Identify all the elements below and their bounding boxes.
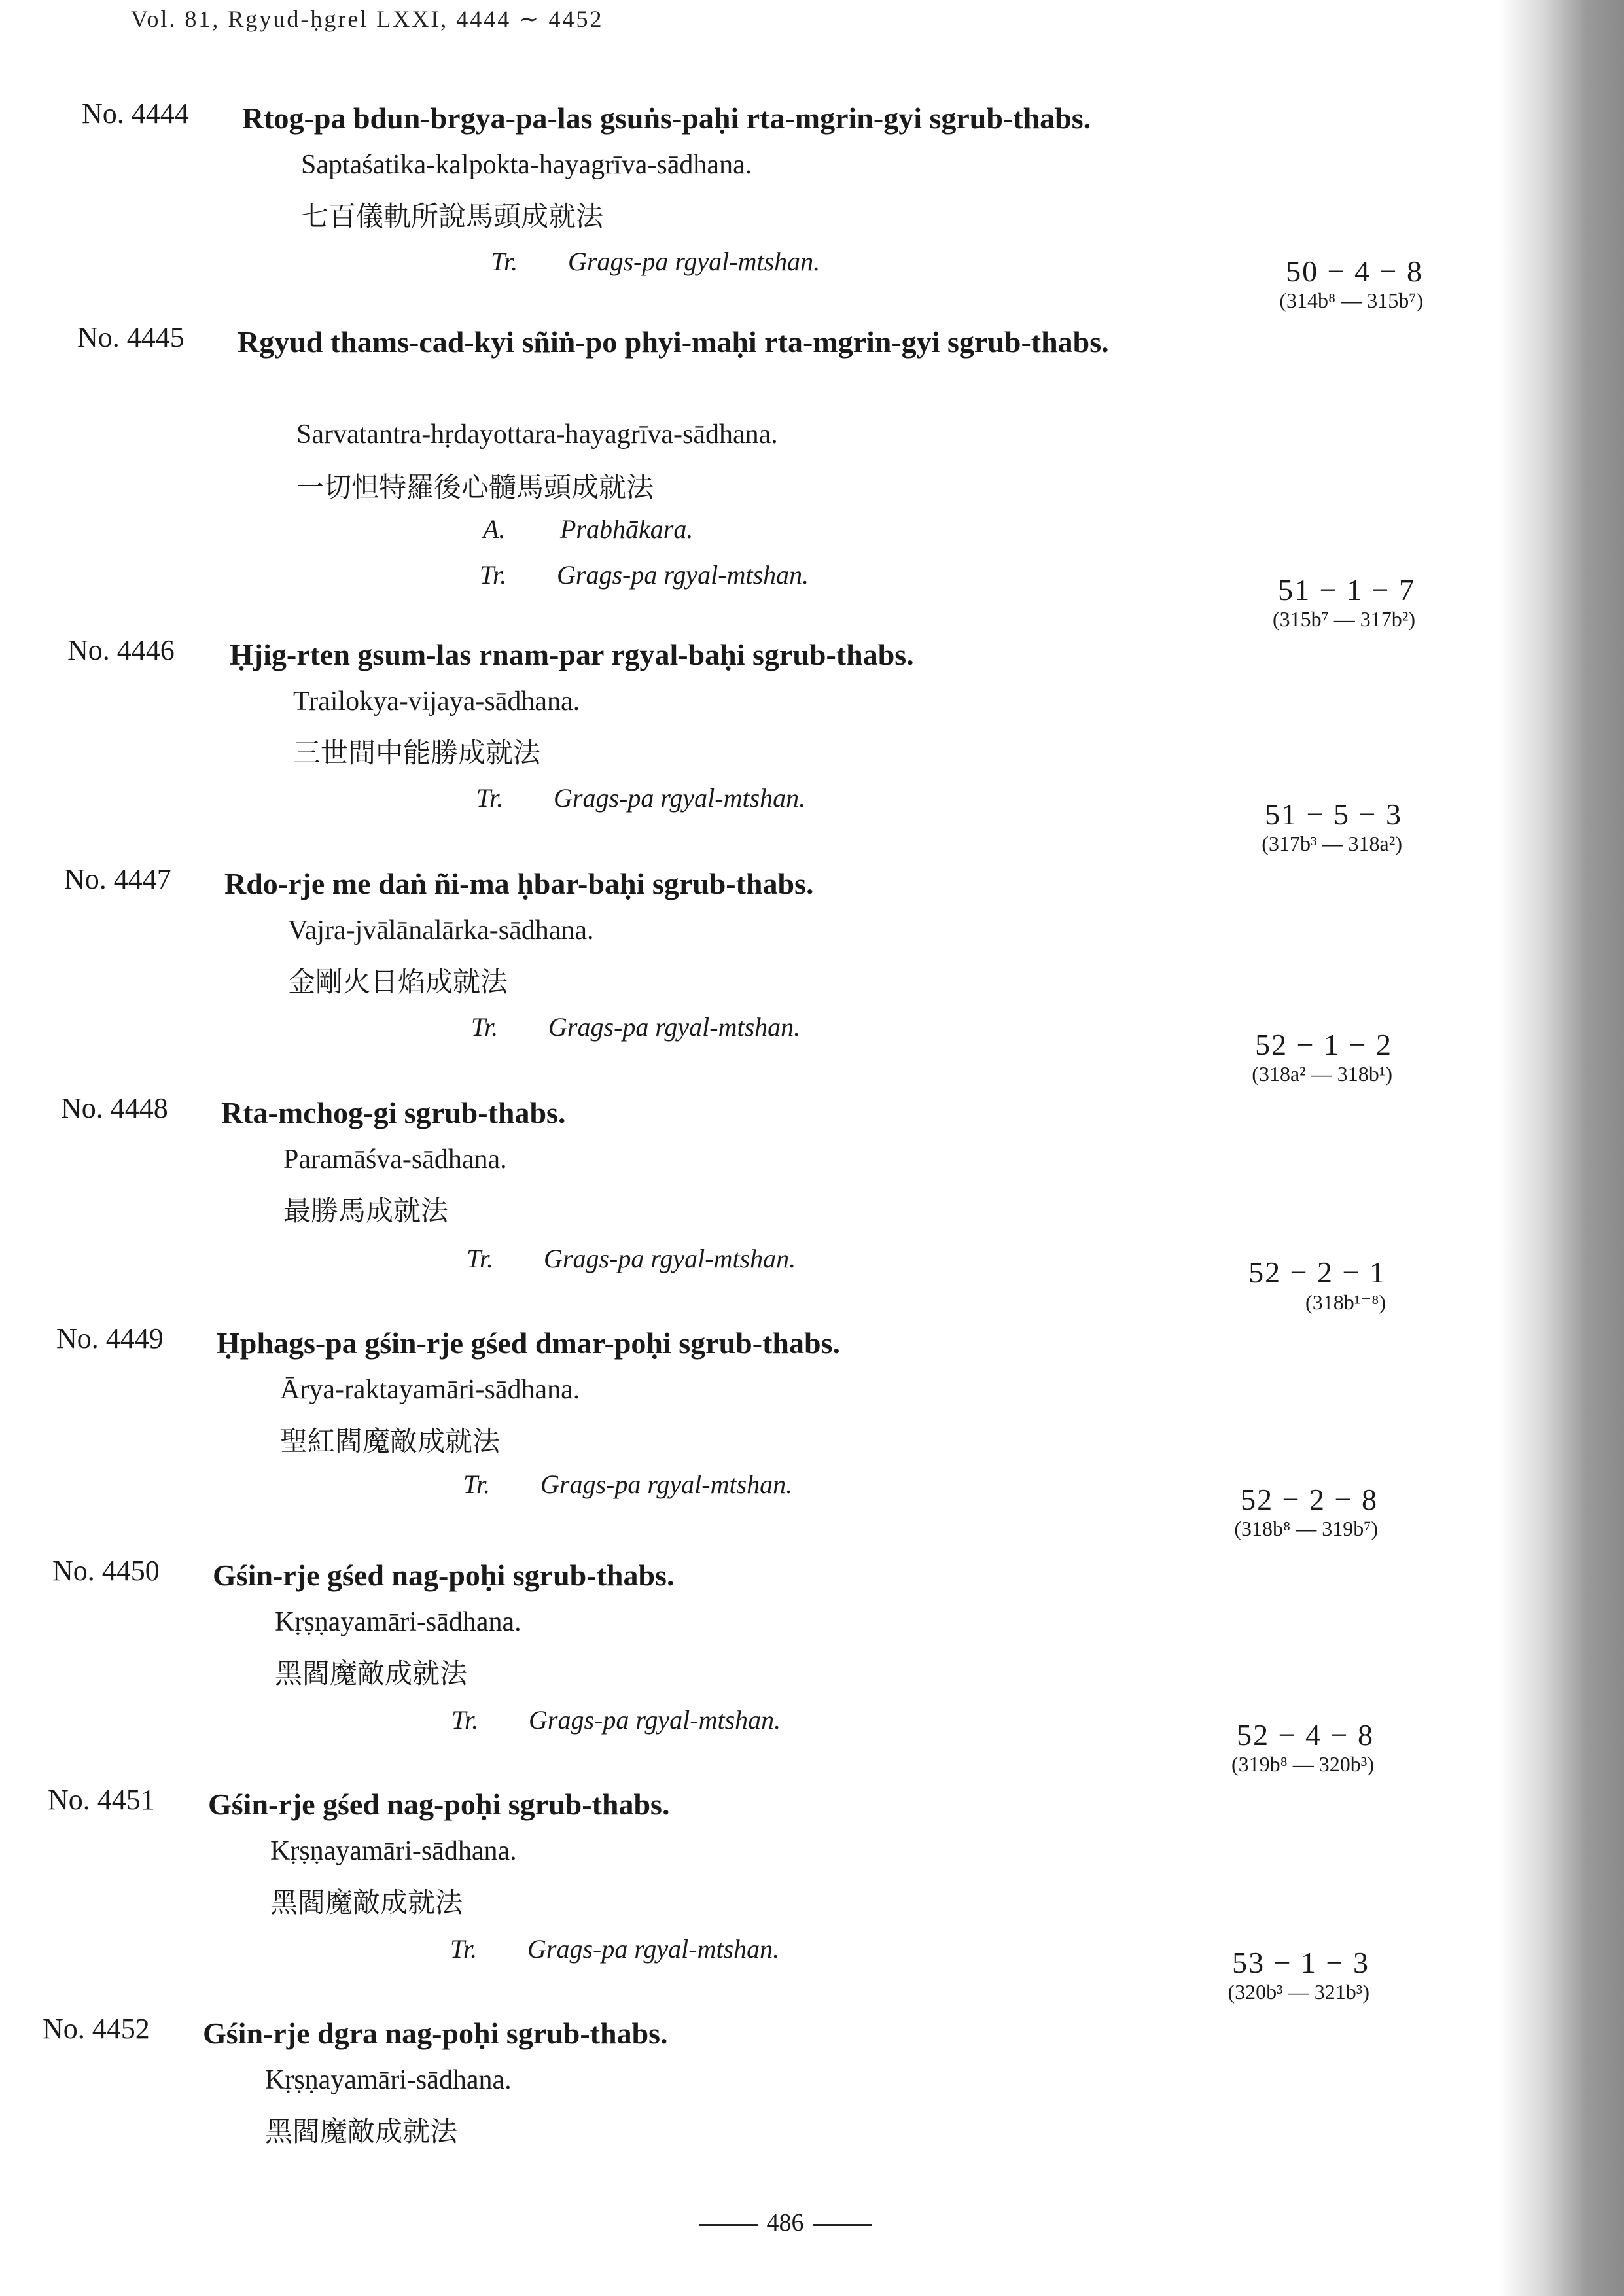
- entry-number: No. 4449: [56, 1322, 164, 1354]
- page-edge-shadow: [1500, 0, 1624, 2296]
- page-number: 486: [766, 2209, 804, 2236]
- sanskrit-title: Kṛṣṇayamāri-sādhana.: [275, 1607, 521, 1637]
- entry-number: No. 4444: [82, 97, 189, 130]
- chinese-title: 最勝馬成就法: [283, 1195, 449, 1227]
- translator-label: Tr.: [476, 783, 504, 813]
- author-name: Prabhākara.: [560, 514, 694, 544]
- entry-number: No. 4452: [43, 2013, 150, 2045]
- folio-range: (320b³ — 321b³): [1227, 1980, 1369, 2004]
- translator-name: Grags-pa rgyal-mtshan.: [557, 560, 809, 590]
- sanskrit-title: Saptaśatika-kalpokta-hayagrīva-sādhana.: [301, 150, 752, 180]
- volume-location: 53 − 1 − 3: [1232, 1946, 1369, 1979]
- folio-range: (315b⁷ — 317b²): [1272, 607, 1415, 631]
- location-block: [1125, 1718, 1374, 1776]
- translator-name: Grags-pa rgyal-mtshan.: [529, 1705, 781, 1735]
- page-footer: [687, 2208, 883, 2237]
- volume-location: 52 − 4 − 8: [1237, 1718, 1374, 1752]
- sanskrit-title: Kṛṣṇayamāri-sādhana.: [270, 1836, 517, 1866]
- volume-location: 50 − 4 − 8: [1286, 255, 1423, 288]
- chinese-title: 黑閻魔敵成就法: [275, 1657, 468, 1689]
- chinese-title: 金剛火日焰成就法: [288, 966, 508, 998]
- translator-label: Tr.: [467, 1244, 494, 1273]
- tibetan-title: Rgyud thams-cad-kyi sñiṅ-po phyi-maḥi rta-mgrin-gyi sgrub-thabs.: [238, 325, 1109, 359]
- folio-range: (317b³ — 318a²): [1262, 832, 1402, 855]
- translator-label: Tr.: [471, 1012, 499, 1042]
- translator-line: [467, 1243, 796, 1274]
- volume-location: 52 − 2 − 8: [1241, 1483, 1378, 1516]
- tibetan-title: Gśin-rje gśed nag-poḥi sgrub-thabs.: [208, 1788, 670, 1821]
- translator-name: Grags-pa rgyal-mtshan.: [527, 1934, 780, 1964]
- chinese-title: 七百儀軌所說馬頭成就法: [301, 200, 604, 232]
- sanskrit-title: Paramāśva-sādhana.: [283, 1144, 507, 1174]
- folio-range: (318a² — 318b¹): [1252, 1062, 1392, 1086]
- author-line: [483, 514, 693, 544]
- location-block: [1147, 797, 1402, 856]
- location-block: [1121, 1945, 1369, 2004]
- chinese-title: 三世間中能勝成就法: [293, 737, 541, 769]
- translator-name: Grags-pa rgyal-mtshan.: [568, 247, 821, 276]
- footer-rule-left: [699, 2224, 758, 2226]
- entry-number: No. 4448: [61, 1092, 168, 1124]
- translator-line: [491, 246, 820, 277]
- sanskrit-title: Trailokya-vijaya-sādhana.: [293, 686, 580, 716]
- tibetan-title: Gśin-rje gśed nag-poḥi sgrub-thabs.: [213, 1559, 675, 1592]
- location-block: [1129, 1482, 1378, 1541]
- tibetan-title: Ḥphags-pa gśin-rje gśed dmar-poḥi sgrub-thabs.: [217, 1326, 840, 1360]
- entry-number: No. 4445: [77, 321, 185, 353]
- entry-number: No. 4450: [52, 1555, 160, 1587]
- folio-range: (319b⁸ — 320b³): [1231, 1752, 1374, 1776]
- location-block: [1150, 573, 1415, 631]
- author-label: A.: [483, 514, 506, 544]
- folio-range: (318b⁸ — 319b⁷): [1234, 1517, 1378, 1540]
- translator-label: Tr.: [480, 560, 507, 590]
- translator-label: Tr.: [463, 1470, 491, 1499]
- translator-line: [451, 1704, 781, 1735]
- volume-location: 52 − 1 − 2: [1255, 1028, 1392, 1061]
- tibetan-title: Ḥjig-rten gsum-las rnam-par rgyal-baḥi sgrub-thabs.: [230, 638, 914, 671]
- translator-line: [450, 1934, 779, 1964]
- sanskrit-title: Sarvatantra-hṛdayottara-hayagrīva-sādhana.: [296, 419, 778, 450]
- sanskrit-title: Kṛṣṇayamāri-sādhana.: [265, 2065, 512, 2095]
- translator-label: Tr.: [451, 1705, 479, 1735]
- translator-name: Grags-pa rgyal-mtshan.: [540, 1470, 793, 1499]
- chinese-title: 聖紅閻魔敵成就法: [280, 1425, 501, 1457]
- footer-rule-right: [813, 2224, 872, 2226]
- translator-label: Tr.: [450, 1934, 478, 1964]
- location-block: [1155, 254, 1423, 313]
- translator-name: Grags-pa rgyal-mtshan.: [548, 1012, 801, 1042]
- tibetan-title: Rta-mchog-gi sgrub-thabs.: [221, 1096, 566, 1129]
- sanskrit-title: Vajra-jvālānalārka-sādhana.: [288, 915, 594, 945]
- translator-name: Grags-pa rgyal-mtshan.: [554, 783, 806, 813]
- sanskrit-title: Ārya-raktayamāri-sādhana.: [280, 1375, 580, 1405]
- entry-number: No. 4447: [64, 863, 171, 895]
- location-block: [1134, 1255, 1386, 1315]
- tibetan-title: Rtog-pa bdun-brgya-pa-las gsuṅs-paḥi rta-mgrin-gyi sgrub-thabs.: [242, 101, 1091, 135]
- entry-number: No. 4451: [48, 1784, 155, 1816]
- volume-location: 51 − 5 − 3: [1265, 798, 1402, 831]
- folio-range: (314b⁸ — 315b⁷): [1279, 289, 1423, 312]
- volume-location: 52 − 2 − 1: [1248, 1256, 1386, 1289]
- folio-range: (318b¹⁻⁸): [1305, 1290, 1386, 1314]
- translator-name: Grags-pa rgyal-mtshan.: [544, 1244, 796, 1273]
- chinese-title: 一切怛特羅後心髓馬頭成就法: [296, 471, 654, 503]
- tibetan-title: Gśin-rje dgra nag-poḥi sgrub-thabs.: [203, 2017, 668, 2050]
- translator-line: [476, 783, 805, 813]
- volume-location: 51 − 1 − 7: [1278, 573, 1415, 607]
- translator-line: [463, 1469, 792, 1500]
- translator-line: [471, 1012, 800, 1042]
- chinese-title: 黑閻魔敵成就法: [270, 1886, 463, 1918]
- entry-number: No. 4446: [67, 634, 175, 666]
- chinese-title: 黑閻魔敵成就法: [265, 2115, 458, 2147]
- tibetan-title: Rdo-rje me daṅ ñi-ma ḥbar-baḥi sgrub-thabs.: [224, 867, 814, 900]
- location-block: [1137, 1027, 1392, 1086]
- translator-line: [480, 559, 809, 590]
- running-header: Vol. 81, Rgyud-ḥgrel LXXI, 4444 ∼ 4452: [131, 6, 604, 32]
- translator-label: Tr.: [491, 247, 518, 276]
